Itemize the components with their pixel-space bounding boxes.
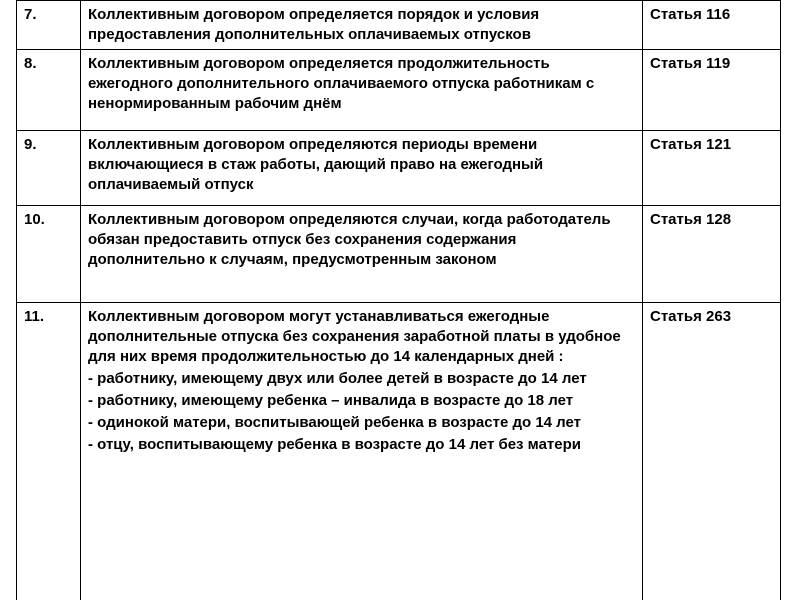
row-description: Коллективным договором определяются случаи, когда работодатель обязан предоставить отпуск без сохранения содержания дополнительно к случаям, предусмотренным законом xyxy=(81,206,643,303)
row-article: Статья 121 xyxy=(643,131,781,206)
row-intro-text: Коллективным договором могут устанавливаться ежегодные дополнительные отпуска без сохранения заработной платы в удобное для них время продолжительностью до 14 календарных дней : xyxy=(88,308,621,365)
list-item: - одинокой матери, воспитывающей ребенка в возрасте до 14 лет xyxy=(88,413,635,433)
row-number: 10. xyxy=(17,206,81,303)
list-item: - отцу, воспитывающему ребенка в возрасте до 14 лет без матери xyxy=(88,435,635,455)
row-description xyxy=(81,303,643,600)
row-article: Статья 119 xyxy=(643,50,781,131)
row-number: 7. xyxy=(17,1,81,50)
row-article: Статья 263 xyxy=(643,303,781,600)
table-row xyxy=(17,303,781,600)
row-article: Статья 128 xyxy=(643,206,781,303)
labor-code-table xyxy=(16,0,781,600)
table-row xyxy=(17,50,781,131)
row-number: 9. xyxy=(17,131,81,206)
table-row xyxy=(17,1,781,50)
row-description: Коллективным договором определяются периоды времени включающиеся в стаж работы, дающий право на ежегодный оплачиваемый отпуск xyxy=(81,131,643,206)
list-item: - работнику, имеющему ребенка – инвалида в возрасте до 18 лет xyxy=(88,391,635,411)
row-article: Статья 116 xyxy=(643,1,781,50)
table-row xyxy=(17,131,781,206)
table-row xyxy=(17,206,781,303)
list-item: - работнику, имеющему двух или более детей в возрасте до 14 лет xyxy=(88,369,635,389)
row-description: Коллективным договором определяется продолжительность ежегодного дополнительного оплачиваемого отпуска работникам с ненормированным рабочим днём xyxy=(81,50,643,131)
row-number: 8. xyxy=(17,50,81,131)
row-description: Коллективным договором определяется порядок и условия предоставления дополнительных оплачиваемых отпусков xyxy=(81,1,643,50)
row-number: 11. xyxy=(17,303,81,600)
